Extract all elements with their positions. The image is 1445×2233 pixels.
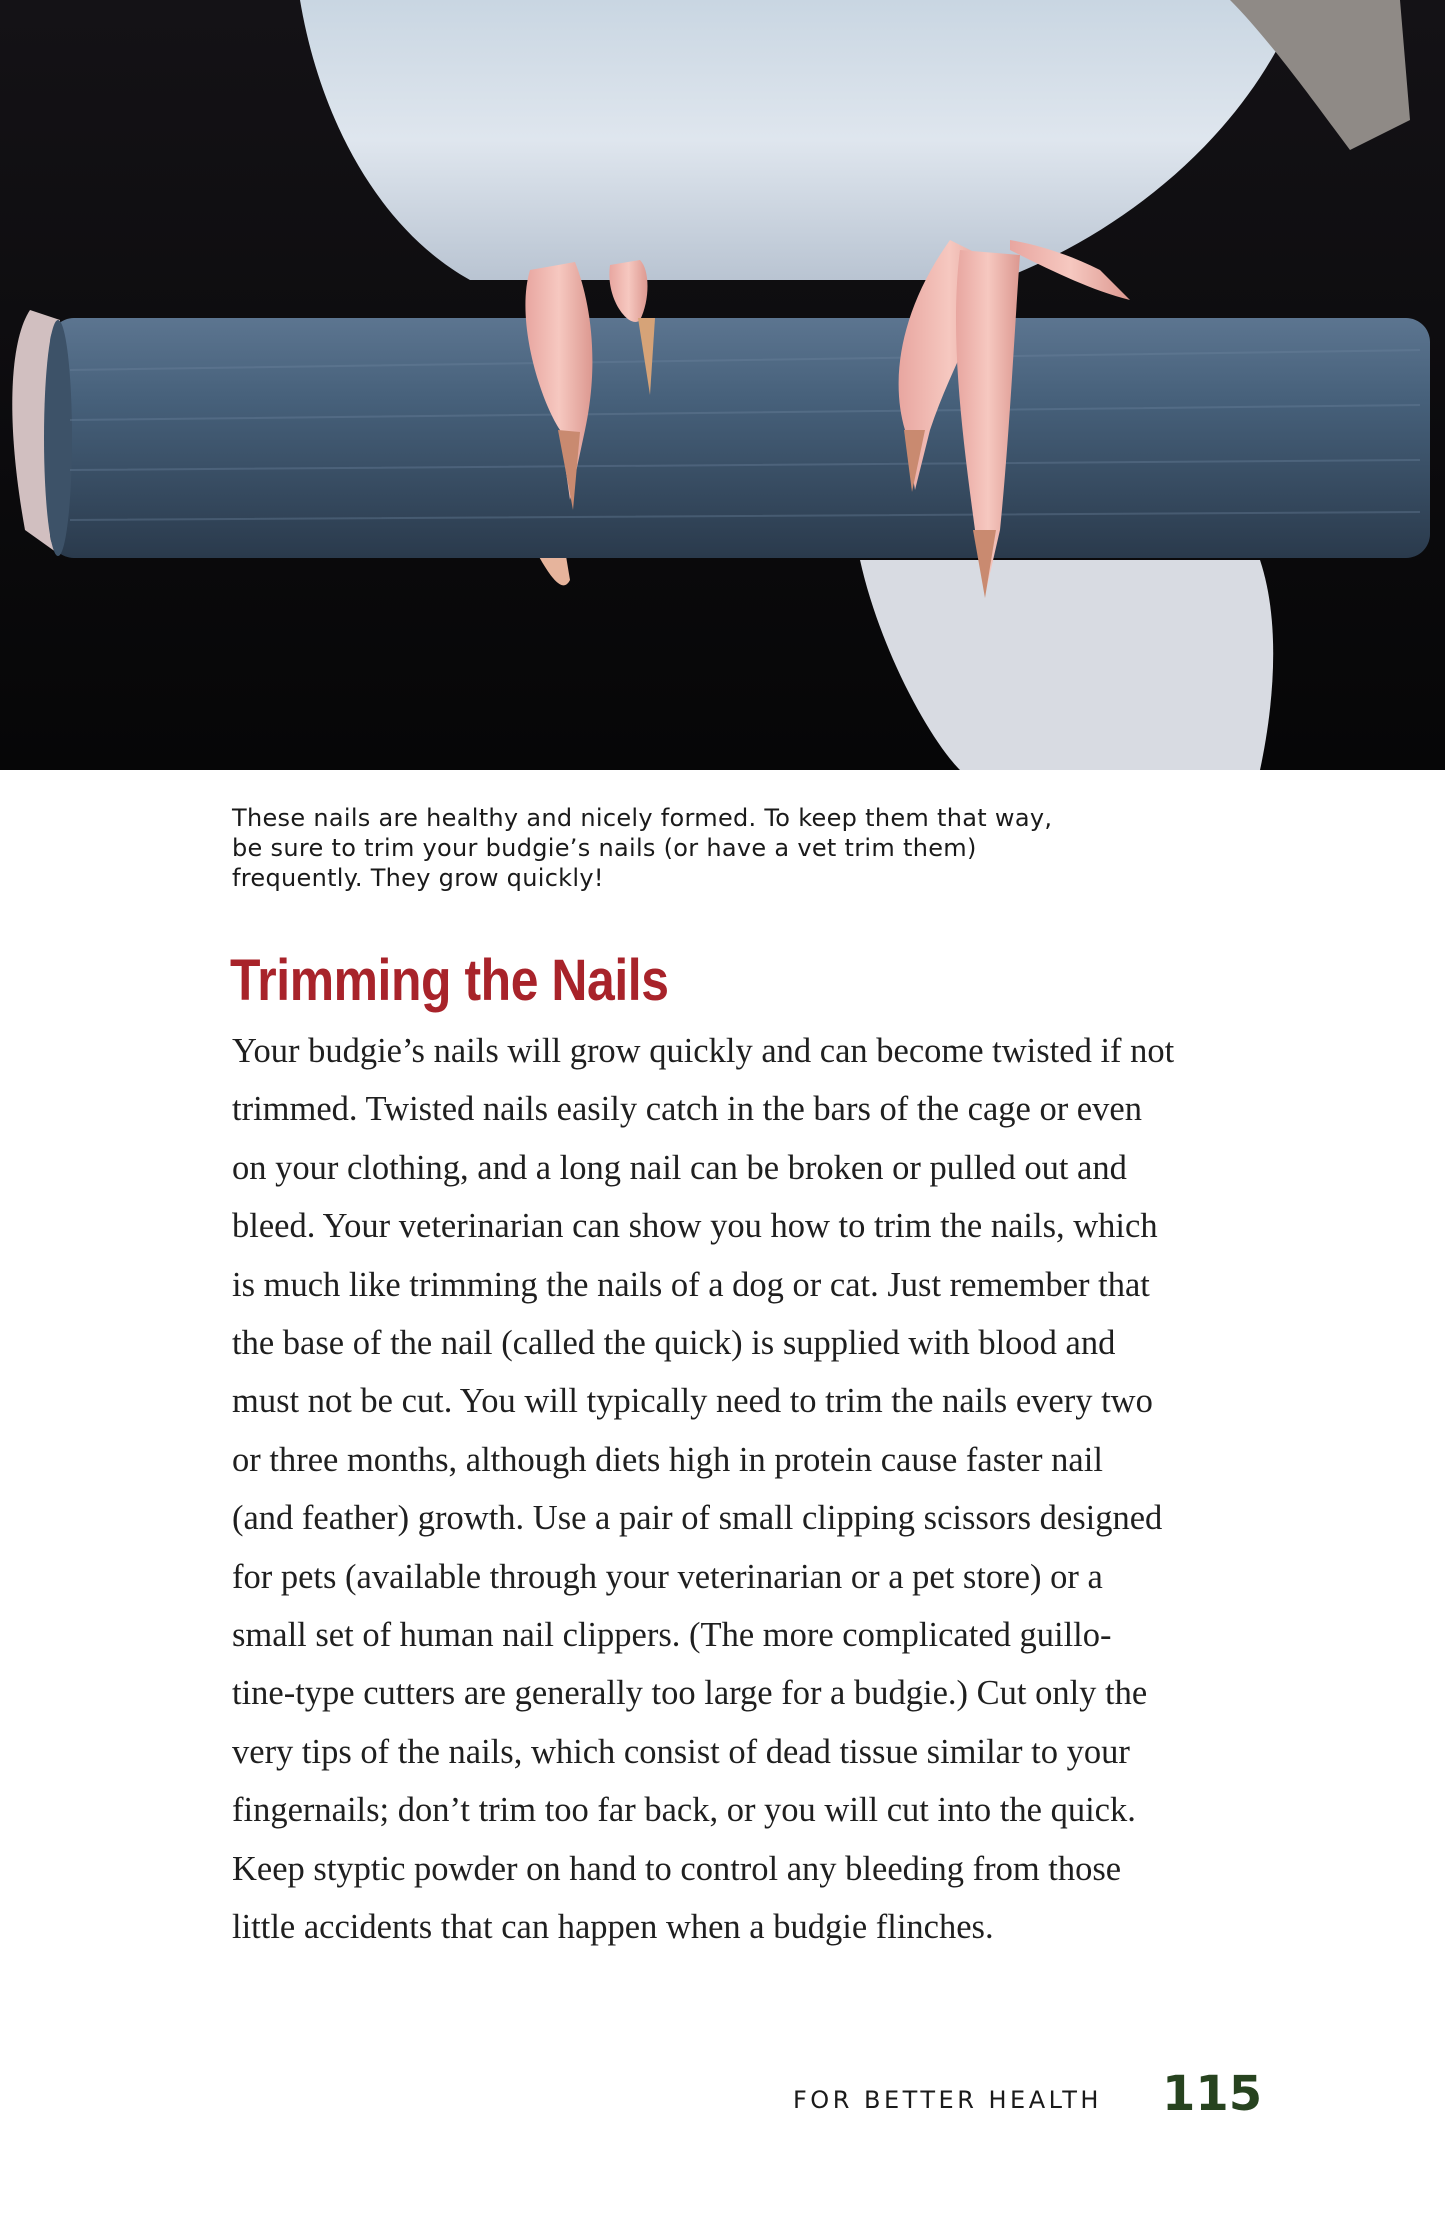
body-line: (and feather) growth. Use a pair of small clipping scissors designed: [232, 1499, 1163, 1538]
body-line: the base of the nail (called the quick) is supplied with blood and: [232, 1324, 1116, 1363]
body-line: small set of human nail clippers. (The more complicated guillo-: [232, 1616, 1112, 1655]
running-footer: FOR BETTER HEALTH: [793, 2086, 1102, 2114]
body-line: tine-type cutters are generally too large for a budgie.) Cut only the: [232, 1674, 1148, 1713]
caption-line: frequently. They grow quickly!: [232, 864, 604, 892]
body-line: on your clothing, and a long nail can be broken or pulled out and: [232, 1148, 1127, 1187]
budgie-on-perch-illustration: [0, 0, 1445, 770]
body-line: is much like trimming the nails of a dog or cat. Just remember that: [232, 1265, 1150, 1304]
section-heading: Trimming the Nails: [230, 948, 669, 1013]
photo-caption: [232, 803, 1242, 893]
body-line: bleed. Your veterinarian can show you how to trim the nails, which: [232, 1207, 1158, 1246]
article-body: [232, 1022, 1252, 1957]
caption-line: These nails are healthy and nicely formed. To keep them that way,: [232, 804, 1053, 832]
body-line: fingernails; don’t trim too far back, or you will cut into the quick.: [232, 1791, 1136, 1830]
body-line: little accidents that can happen when a budgie flinches.: [232, 1908, 994, 1947]
body-line: Your budgie’s nails will grow quickly and can become twisted if not: [232, 1032, 1175, 1070]
body-line: for pets (available through your veterinarian or a pet store) or a: [232, 1557, 1103, 1596]
page-number: 115: [1162, 2066, 1263, 2122]
body-line: must not be cut. You will typically need to trim the nails every two: [232, 1382, 1153, 1421]
caption-line: be sure to trim your budgie’s nails (or have a vet trim them): [232, 834, 977, 862]
body-line: trimmed. Twisted nails easily catch in the bars of the cage or even: [232, 1090, 1142, 1129]
budgie-feet-photo: [0, 0, 1445, 770]
body-line: Keep styptic powder on hand to control any bleeding from those: [232, 1849, 1122, 1888]
body-line: or three months, although diets high in protein cause faster nail: [232, 1440, 1103, 1479]
body-line: very tips of the nails, which consist of dead tissue similar to your: [232, 1732, 1130, 1771]
